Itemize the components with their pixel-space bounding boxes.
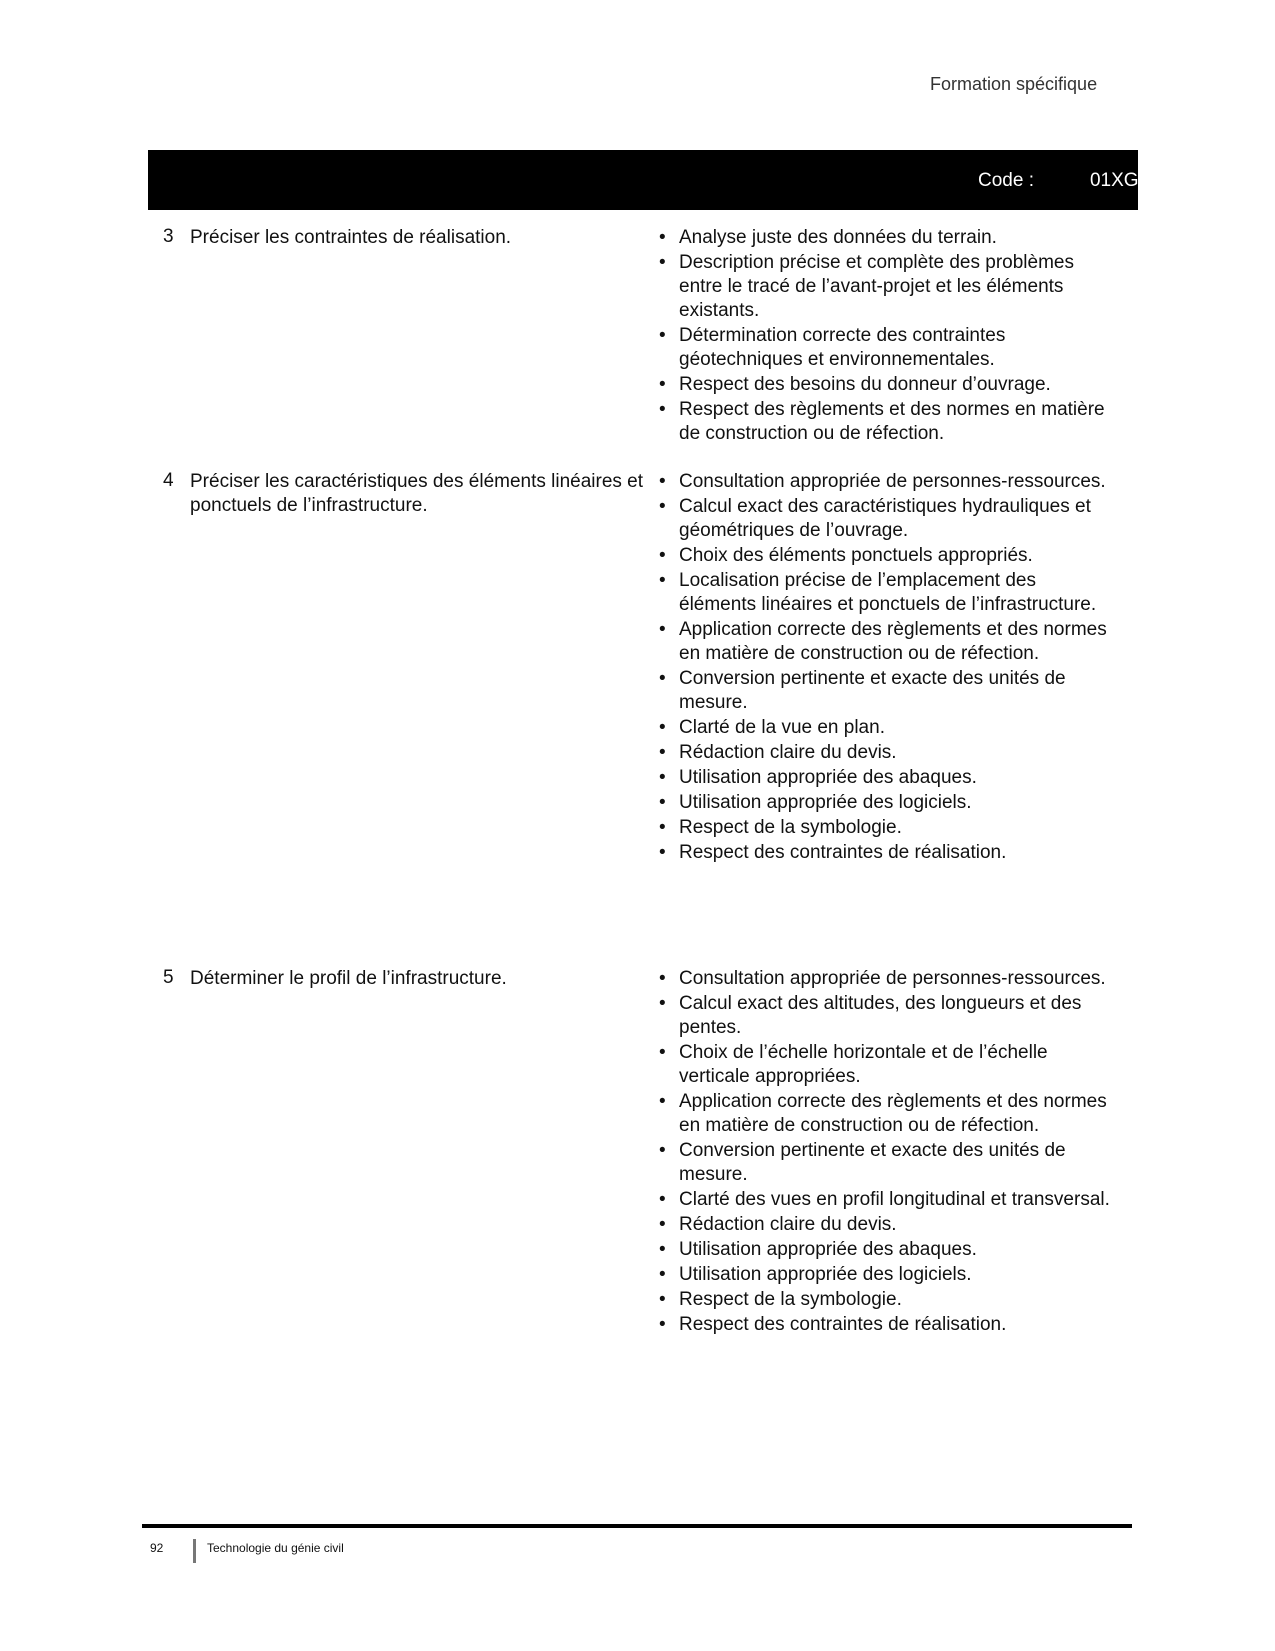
criterion-text: Préciser les contraintes de réalisation. bbox=[190, 227, 512, 248]
performance-criteria-list bbox=[655, 967, 1115, 1338]
list-item: • Rédaction claire du devis. bbox=[655, 741, 1115, 765]
list-item: • Respect des besoins du donneur d’ouvrage. bbox=[655, 373, 1115, 397]
list-item: • Utilisation appropriée des logiciels. bbox=[655, 791, 1115, 815]
list-item: • Rédaction claire du devis. bbox=[655, 1213, 1115, 1237]
page-number: 92 bbox=[150, 1541, 164, 1555]
list-item: • Clarté de la vue en plan. bbox=[655, 716, 1115, 740]
list-item: • Analyse juste des données du terrain. bbox=[655, 226, 1115, 250]
code-label: Code : bbox=[978, 170, 1034, 191]
list-item: • Conversion pertinente et exacte des unités de mesure. bbox=[655, 1139, 1115, 1187]
list-item: • Utilisation appropriée des abaques. bbox=[655, 1238, 1115, 1262]
list-item: • Respect des contraintes de réalisation. bbox=[655, 841, 1115, 865]
list-item: • Respect des contraintes de réalisation. bbox=[655, 1313, 1115, 1337]
footer-divider bbox=[142, 1524, 1132, 1528]
criterion-number: 5 bbox=[163, 967, 174, 988]
list-item: • Choix des éléments ponctuels appropriés. bbox=[655, 544, 1115, 568]
list-item: • Respect de la symbologie. bbox=[655, 816, 1115, 840]
footer-separator bbox=[193, 1539, 196, 1563]
code-block bbox=[978, 170, 1139, 192]
list-item: • Calcul exact des caractéristiques hydrauliques et géométriques de l’ouvrage. bbox=[655, 495, 1115, 543]
criterion-text: Préciser les caractéristiques des éléments linéaires et ponctuels de l’infrastructure. bbox=[190, 471, 644, 516]
criterion-number: 4 bbox=[163, 470, 174, 491]
list-item: • Clarté des vues en profil longitudinal et transversal. bbox=[655, 1188, 1115, 1212]
performance-criteria-list bbox=[655, 470, 1115, 866]
footer-title: Technologie du génie civil bbox=[207, 1541, 344, 1555]
program-label: Formation spécifique bbox=[930, 74, 1098, 94]
list-item: • Détermination correcte des contraintes géotechniques et environnementales. bbox=[655, 324, 1115, 372]
list-item: • Calcul exact des altitudes, des longueurs et des pentes. bbox=[655, 992, 1115, 1040]
criterion-number: 3 bbox=[163, 226, 174, 247]
list-item: • Respect des règlements et des normes en matière de construction ou de réfection. bbox=[655, 398, 1115, 446]
list-item: • Utilisation appropriée des logiciels. bbox=[655, 1263, 1115, 1287]
list-item: • Respect de la symbologie. bbox=[655, 1288, 1115, 1312]
list-item: • Localisation précise de l’emplacement des éléments linéaires et ponctuels de l’infrastructure. bbox=[655, 569, 1115, 617]
list-item: • Description précise et complète des problèmes entre le tracé de l’avant-projet et les éléments existants. bbox=[655, 251, 1115, 323]
list-item: • Consultation appropriée de personnes-ressources. bbox=[655, 470, 1115, 494]
performance-criteria-list bbox=[655, 226, 1115, 447]
list-item: • Utilisation appropriée des abaques. bbox=[655, 766, 1115, 790]
code-value: 01XG bbox=[1089, 170, 1139, 191]
list-item: • Application correcte des règlements et des normes en matière de construction ou de réfection. bbox=[655, 618, 1115, 666]
list-item: • Choix de l’échelle horizontale et de l’échelle verticale appropriées. bbox=[655, 1041, 1115, 1089]
list-item: • Consultation appropriée de personnes-ressources. bbox=[655, 967, 1115, 991]
list-item: • Conversion pertinente et exacte des unités de mesure. bbox=[655, 667, 1115, 715]
criterion-text: Déterminer le profil de l’infrastructure. bbox=[190, 968, 507, 989]
list-item: • Application correcte des règlements et des normes en matière de construction ou de réfection. bbox=[655, 1090, 1115, 1138]
